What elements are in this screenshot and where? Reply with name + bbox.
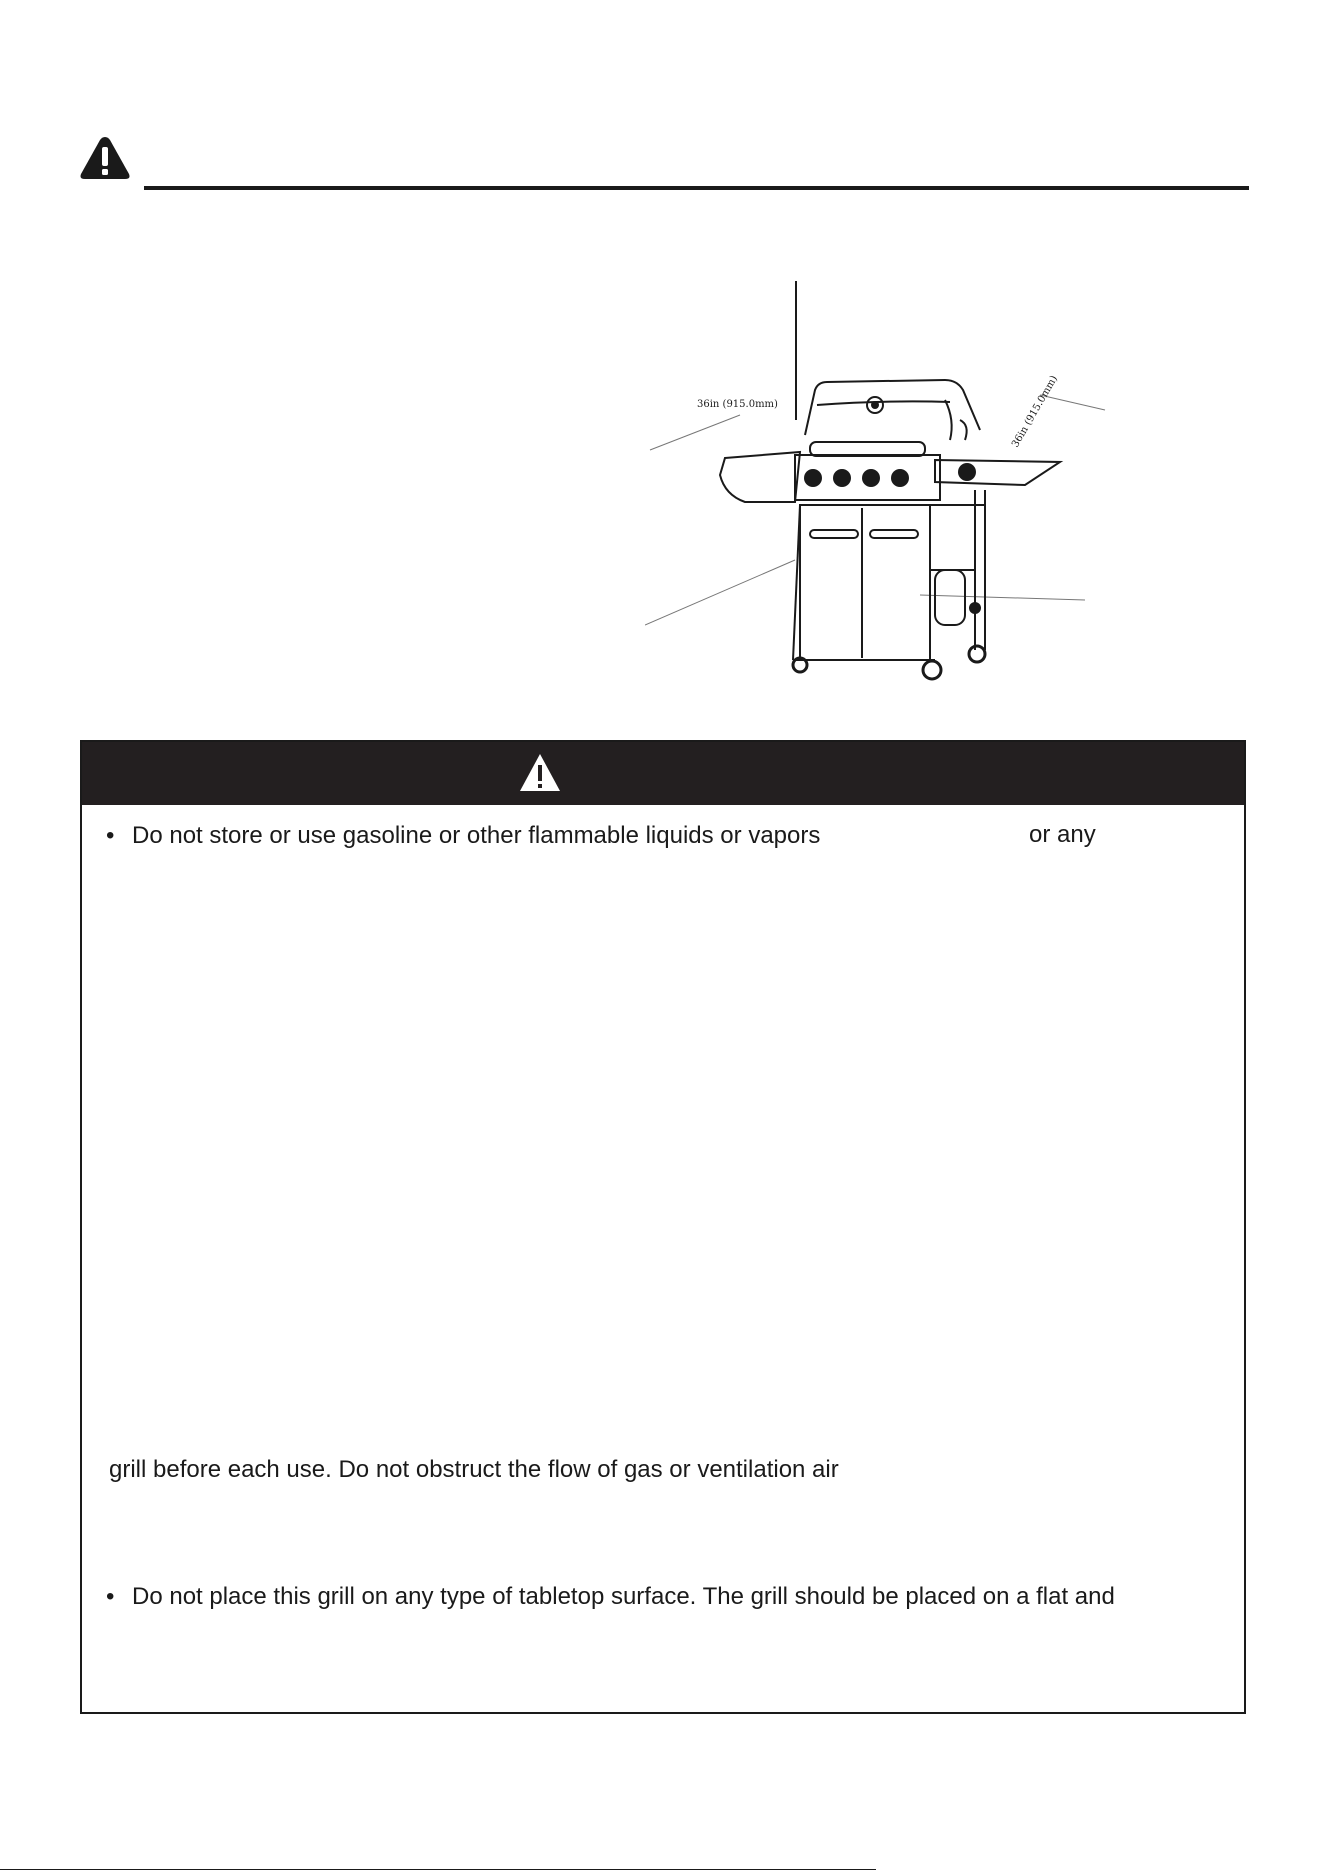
clearance-label-right: 36in (915.0mm) (1010, 373, 1061, 450)
header-rule (144, 186, 1249, 190)
gas-grill-illustration (645, 270, 1125, 690)
clearance-label-left: 36in (915.0mm) (697, 399, 778, 410)
warning-box (80, 740, 1246, 1714)
warning-line-1-end: or any (1029, 821, 1096, 848)
warning-triangle-icon (79, 134, 131, 182)
warning-banner (82, 742, 1244, 805)
bullet: • (106, 1583, 115, 1610)
warning-line-2: grill before each use. Do not obstruct the flow of gas or ventilation air (109, 1456, 839, 1483)
warning-line-3: Do not place this grill on any type of tabletop surface. The grill should be placed on a flat and (132, 1583, 1115, 1610)
bullet: • (106, 822, 115, 849)
warning-line-1-start: Do not store or use gasoline or other flammable liquids or vapors (132, 822, 821, 849)
footer-rule (0, 1869, 876, 1870)
warning-triangle-icon (518, 752, 562, 794)
